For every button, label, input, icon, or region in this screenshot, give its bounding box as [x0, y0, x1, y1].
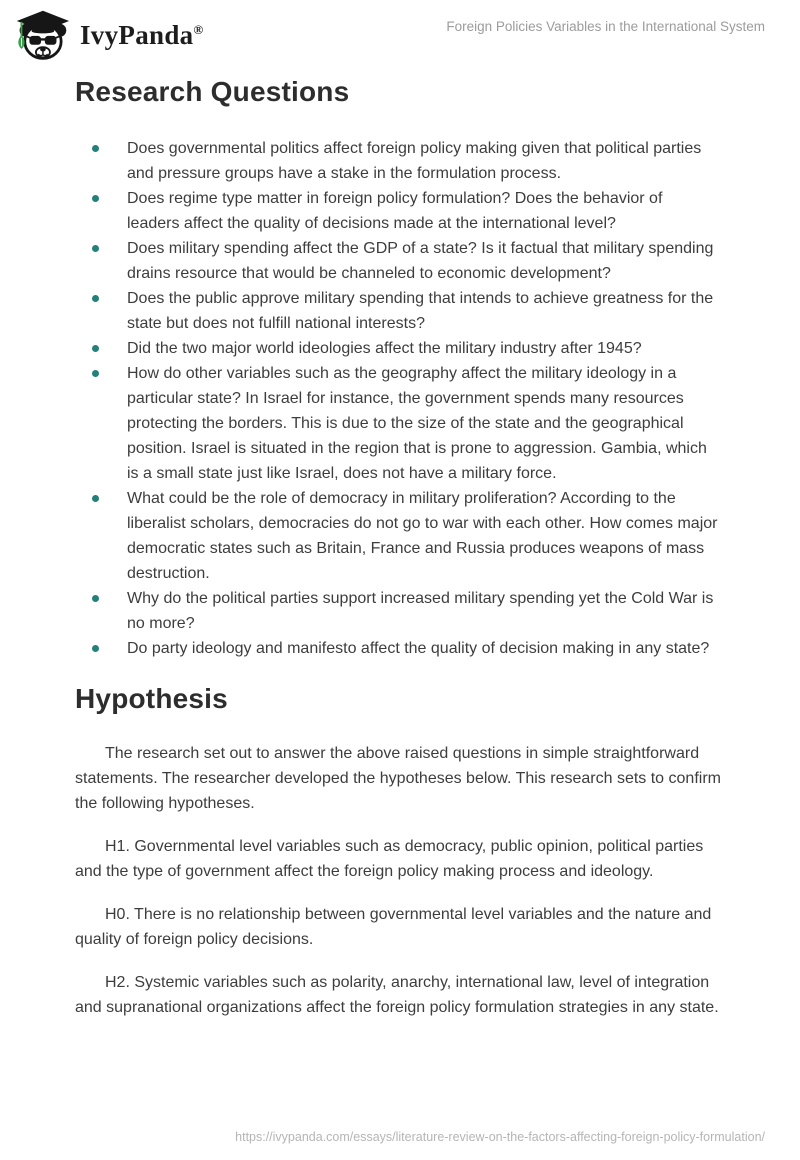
ivypanda-logo	[14, 8, 203, 62]
list-item	[75, 236, 730, 286]
list-item	[75, 186, 730, 236]
question-text: Do party ideology and manifesto affect the quality of decision making in any state?	[127, 640, 710, 657]
bullet-icon	[92, 195, 99, 202]
page-header	[0, 0, 800, 64]
bullet-icon	[92, 145, 99, 152]
bullet-icon	[92, 245, 99, 252]
question-text: Does governmental politics affect foreign policy making given that political parties and pressure groups have a stake in the formulation process.	[127, 140, 702, 182]
question-text: Does the public approve military spending that intends to achieve greatness for the state but does not fulfill national interests?	[127, 290, 714, 332]
bullet-icon	[92, 495, 99, 502]
question-text: What could be the role of democracy in military proliferation? According to the liberalist scholars, democracies do not go to war with each other. How comes major democratic states such as Britain, France and Russia produces weapons of mass destruction.	[127, 490, 718, 582]
panda-logo-icon	[14, 8, 70, 62]
question-text: Does regime type matter in foreign policy formulation? Does the behavior of leaders affect the quality of decisions made at the international level?	[127, 190, 663, 232]
list-item	[75, 136, 730, 186]
question-text: Does military spending affect the GDP of a state? Is it factual that military spending drains resource that would be channeled to economic development?	[127, 240, 714, 282]
bullet-icon	[92, 370, 99, 377]
bullet-icon	[92, 645, 99, 652]
list-item	[75, 486, 730, 586]
list-item	[75, 286, 730, 336]
bullet-icon	[92, 595, 99, 602]
question-text: Did the two major world ideologies affect the military industry after 1945?	[127, 340, 642, 357]
document-body	[0, 76, 800, 1020]
hypothesis-paragraph-h0: H0. There is no relationship between governmental level variables and the nature and quality of foreign policy decisions.	[75, 906, 712, 948]
bullet-icon	[92, 295, 99, 302]
bullet-icon	[92, 345, 99, 352]
hypothesis-heading: Hypothesis	[75, 683, 228, 714]
brand-name: IvyPanda®	[80, 20, 204, 50]
hypothesis-paragraph-h2: H2. Systemic variables such as polarity, anarchy, international law, level of integration and supranational organizations affect the foreign policy formulation strategies in any state.	[75, 974, 719, 1016]
research-questions-heading: Research Questions	[75, 76, 350, 107]
hypothesis-paragraph: The research set out to answer the above raised questions in simple straightforward statements. The researcher developed the hypotheses below. This research sets to confirm the following hypotheses.	[75, 745, 721, 812]
list-item	[75, 336, 730, 361]
source-url: https://ivypanda.com/essays/literature-review-on-the-factors-affecting-foreign-policy-formulation/	[235, 1130, 765, 1144]
research-questions-list	[75, 136, 730, 661]
list-item	[75, 361, 730, 486]
registered-mark: ®	[193, 22, 204, 37]
document-title: Foreign Policies Variables in the International System	[446, 19, 765, 34]
list-item	[75, 636, 730, 661]
list-item	[75, 586, 730, 636]
hypothesis-paragraph-h1: H1. Governmental level variables such as democracy, public opinion, political parties and the type of government affect the foreign policy making process and ideology.	[75, 838, 704, 880]
question-text: Why do the political parties support increased military spending yet the Cold War is no more?	[127, 590, 714, 632]
question-text: How do other variables such as the geography affect the military ideology in a particular state? In Israel for instance, the government spends many resources protecting the borders. This is due to the size of the state and the geographical position. Israel is situated in the region that is prone to aggression. Gambia, which is a small state just like Israel, does not have a military force.	[127, 365, 707, 482]
